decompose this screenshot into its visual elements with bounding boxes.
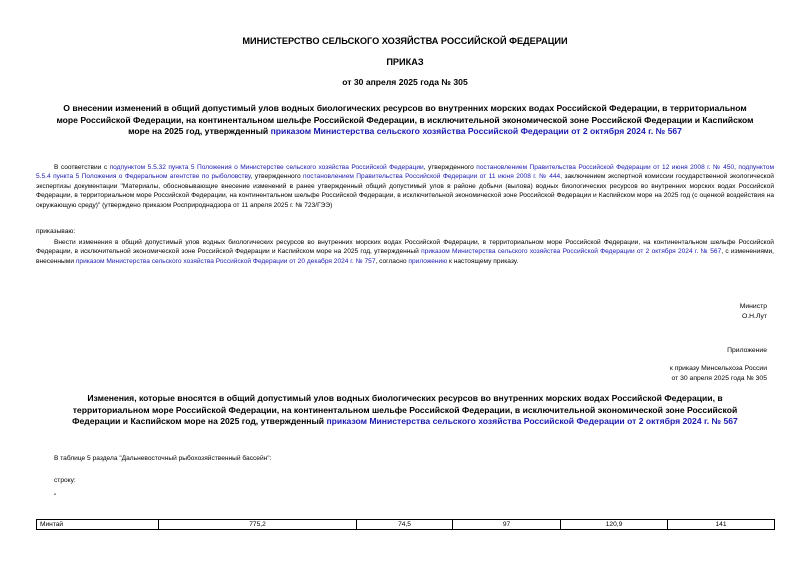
table-cell: 74,5 <box>357 520 453 530</box>
preamble-text: , <box>734 164 739 171</box>
preamble-link-4[interactable]: постановлением Правительства Российской Федерации от 11 июня 2008 г. № 444 <box>303 173 561 181</box>
doc-type-heading: ПРИКАЗ <box>386 57 424 67</box>
title-link[interactable]: приказом Министерства сельского хозяйства Российской Федерации от 2 октября 2024 г. № 567 <box>270 126 682 136</box>
appendix-title-link[interactable]: приказом Министерства сельского хозяйства Российской Федерации от 2 октября 2024 г. № 567 <box>326 416 738 426</box>
doc-date-number: от 30 апреля 2025 года № 305 <box>342 77 468 87</box>
appendix-title <box>52 393 758 428</box>
table-cell: 141 <box>668 520 775 530</box>
appendix-ref: к приказу Минсельхоза России <box>669 364 767 372</box>
appendix-label: Приложение <box>727 347 767 354</box>
table-cell-species: Минтай <box>37 520 159 530</box>
signature-position: Министр <box>739 303 767 310</box>
body-link-1[interactable]: приказом Министерства сельского хозяйства Российской Федерации от 2 октября 2024 г. № 567 <box>421 248 722 256</box>
row-label: строку: <box>54 477 76 484</box>
quote-mark: " <box>54 493 57 500</box>
preamble-link-3[interactable]: подпунктом 5.5.4 пункта 5 Положения о Федеральном агентстве по рыболовству <box>36 164 774 181</box>
title-text: О внесении изменений в общий допустимый улов водных биологических ресурсов во внутренних морских водах Российской Федерации, в территориальном море Российской Федерации, на континентальном шельфе Российской Федерации, в исключительной экономической зоне Российской Федерации и Каспийском море на 2025 год, утвержденный <box>56 103 754 136</box>
preamble-paragraph <box>36 163 774 210</box>
body-text: Внести изменения в общий допустимый улов водных биологических ресурсов во внутренних морских водах Российской Федерации, в территориальном море Российской Федерации, на континентальном шельфе Российской Федерации, в исключительной экономической зоне Российской Федерации и Каспийском море на 2025 год, утвержденный <box>36 239 774 256</box>
body-text: , согласно <box>375 257 409 265</box>
body-text: к настоящему приказу. <box>447 257 519 265</box>
table-cell: 120,9 <box>561 520 668 530</box>
appendix-date: от 30 апреля 2025 года № 305 <box>671 374 767 382</box>
appendix-block <box>670 346 767 383</box>
body-link-3[interactable]: приложению <box>408 257 448 265</box>
preamble-text: , заключением экспертной комиссии государственной экологической экспертизы документации "Материалы, обосновывающие внесение изменений в ранее утвержденный общий допустимый улов в районе добычи (вылова) водных биологических ресурсов во внутренних морских водах Российской Федерации, в территориальном море Российской Федерации, на континентальном шельфе Российской Федерации, в исключительной экономической зоне Российской Федерации и Каспийском море на 2025 год (с оценкой воздействия на окружающую среду)" (утверждено приказом Росприроднадзора от 11 апреля 2025 г. № 723/ГЭЭ) <box>36 173 774 209</box>
order-word: приказываю: <box>36 228 76 235</box>
body-paragraph <box>36 238 774 266</box>
signature-name: О.Н.Лут <box>741 312 767 320</box>
appendix-title-text: Изменения, которые вносятся в общий допустимый улов водных биологических ресурсов во внутренних морских водах Российской Федерации, в территориальном море Российской Федерации, на континентальном шельфе Российской Федерации, в исключительной экономической зоне Российской Федерации и Каспийском море на 2025 год, утвержденный <box>72 393 738 426</box>
preamble-link-2[interactable]: постановлением Правительства Российской Федерации от 12 июня 2008 г. № 450 <box>476 164 735 171</box>
preamble-link-1[interactable]: подпунктом 5.5.32 пункта 5 Положения о Министерстве сельского хозяйства Российской Федерации <box>109 164 424 171</box>
changes-table <box>36 519 775 530</box>
table-row <box>37 520 775 530</box>
table-cell: 97 <box>453 520 561 530</box>
document-title <box>52 103 758 138</box>
table-cell: 775,2 <box>159 520 357 530</box>
table-intro: В таблице 5 раздела "Дальневосточный рыбохозяйственный бассейн": <box>54 455 272 462</box>
body-link-2[interactable]: приказом Министерства сельского хозяйства Российской Федерации от 20 декабря 2024 г. № 757 <box>75 257 376 265</box>
preamble-text: , утвержденного <box>250 173 304 181</box>
preamble-text: , утвержденного <box>423 164 477 171</box>
signature-block <box>740 302 767 322</box>
body-text: , с изменениями, внесенными <box>36 248 775 265</box>
preamble-text: В соответствии с <box>54 164 110 171</box>
ministry-heading: МИНИСТЕРСТВО СЕЛЬСКОГО ХОЗЯЙСТВА РОССИЙСКОЙ ФЕДЕРАЦИИ <box>242 36 568 46</box>
